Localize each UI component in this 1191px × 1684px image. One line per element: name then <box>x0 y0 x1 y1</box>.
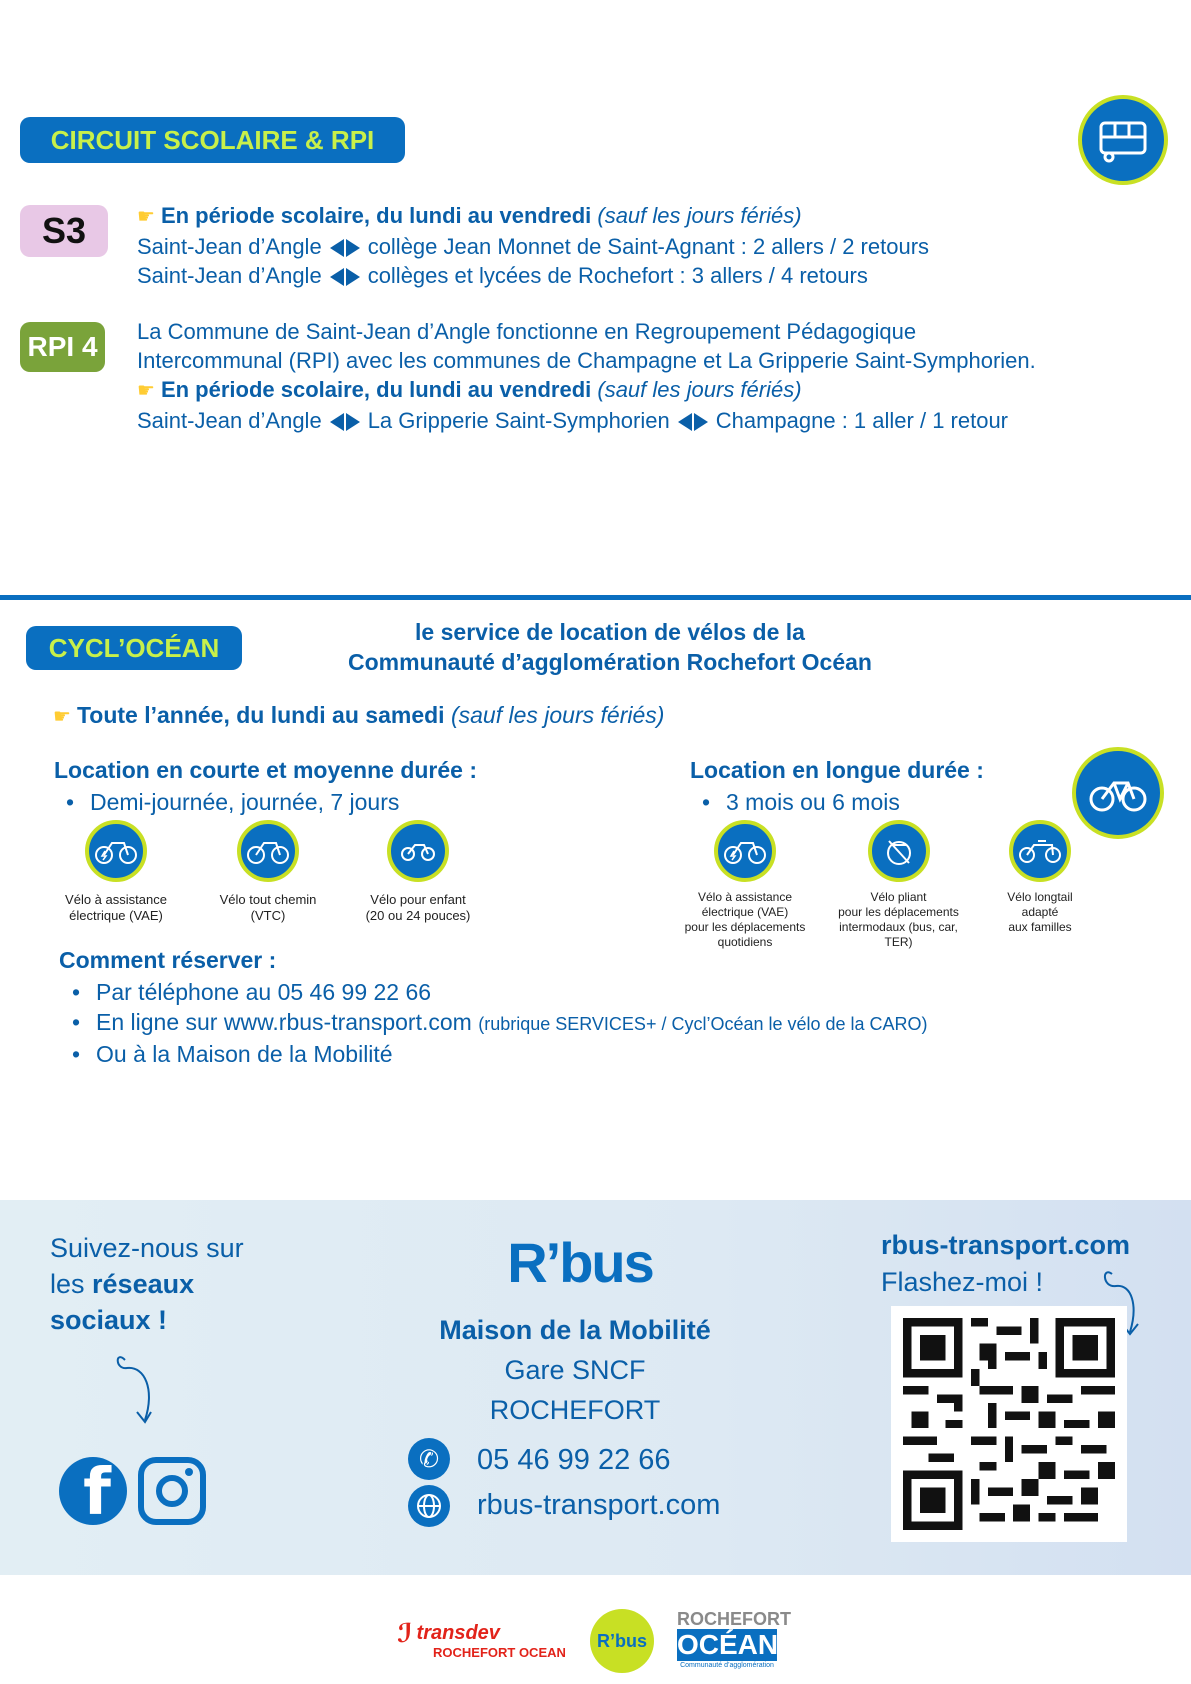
bike-label-line: adapté <box>1021 905 1059 919</box>
rpi-badge-label: RPI 4 <box>27 331 98 362</box>
bike-label-line: pour les déplacements <box>684 920 806 934</box>
bike-label-line: Vélo pliant <box>870 890 927 904</box>
s3-line2-from: Saint-Jean d’Angle <box>137 263 322 288</box>
bike-label-line: Vélo pour enfant <box>370 892 466 907</box>
bike-label-line: (VTC) <box>250 908 286 923</box>
cyclocean-subtitle-line2: Communauté d’agglomération Rochefort Océan <box>348 649 872 675</box>
transdev-name: transdev <box>416 1622 500 1644</box>
electric-bike-icon <box>85 820 147 882</box>
rochefort-logo-line3: Communauté d’agglomération <box>680 1662 774 1669</box>
pointing-hand-icon: ☛ <box>137 380 155 402</box>
bike-label-line: aux familles <box>1008 920 1072 934</box>
s3-line2-to: collèges et lycées de Rochefort : 3 allers / 4 retours <box>367 263 868 288</box>
short-rental-item: • Demi-journée, journée, 7 jours <box>56 787 399 817</box>
cyclocean-subtitle <box>300 617 920 677</box>
folding-bike-icon <box>868 820 930 882</box>
longtail-bike-icon <box>1009 820 1071 882</box>
bike-label-line: intermodaux (bus, car, TER) <box>839 920 958 949</box>
short-rental-list <box>56 787 399 817</box>
transdev-logo <box>397 1618 572 1660</box>
rochefort-logo-line2: OCÉAN <box>677 1629 779 1660</box>
reserve-item-phone <box>62 977 928 1007</box>
long-rental-list <box>692 787 900 817</box>
follow-line-2b: réseaux <box>92 1269 195 1299</box>
reserve-item-maison <box>62 1039 928 1069</box>
reserve-phone-text: Par téléphone au 05 46 99 22 66 <box>96 979 432 1005</box>
follow-line-1: Suivez-nous sur <box>50 1233 244 1263</box>
reserve-online-note: (rubrique SERVICES+ / Cycl’Océan le vélo de la CARO) <box>478 1014 928 1034</box>
s3-line1-from: Saint-Jean d’Angle <box>137 234 322 259</box>
cyclocean-subtitle-line1: le service de location de vélos de la <box>415 619 805 645</box>
cyclocean-title: CYCL’OCÉAN <box>48 632 220 663</box>
long-rental-item: • 3 mois ou 6 mois <box>692 787 900 817</box>
rbus-round-logo <box>590 1609 654 1673</box>
pointing-hand-icon: ☛ <box>53 706 71 728</box>
reserve-list <box>62 977 928 1069</box>
rochefort-ocean-logo <box>677 1609 791 1671</box>
reserve-online-text[interactable]: En ligne sur www.rbus-transport.com <box>96 1009 472 1035</box>
electric-bike-icon <box>714 820 776 882</box>
section-divider <box>0 595 1191 600</box>
short-rental-title: Location en courte et moyenne durée : <box>54 757 478 783</box>
instagram-icon[interactable] <box>138 1457 206 1525</box>
follow-text <box>50 1230 244 1338</box>
curly-arrow-icon <box>115 1350 165 1430</box>
bike-label-line: Vélo à assistance <box>65 892 167 907</box>
rpi-period: En période scolaire, du lundi au vendredi <box>160 377 592 402</box>
rbus-logo: R’bus <box>507 1231 653 1294</box>
rpi-text-2: Intercommunal (RPI) avec les communes de Champagne et La Gripperie Saint-Symphorien. <box>137 348 1036 373</box>
bicycle-icon <box>237 820 299 882</box>
cyclocean-title-badge <box>26 626 242 670</box>
transdev-subtitle: ROCHEFORT OCEAN <box>433 1645 566 1660</box>
facebook-icon[interactable]: f <box>59 1457 127 1525</box>
bike-label-line: électrique (VAE) <box>701 905 789 919</box>
bidirectional-arrow-icon <box>678 413 708 431</box>
rpi-except: (sauf les jours fériés) <box>597 377 802 402</box>
pointing-hand-icon: ☛ <box>137 206 155 228</box>
s3-line1-to: collège Jean Monnet de Saint-Agnant : 2 allers / 2 retours <box>367 234 930 259</box>
maison-city: ROCHEFORT <box>489 1395 661 1425</box>
long-rental-title: Location en longue durée : <box>690 757 984 783</box>
reserve-item-online <box>62 1007 928 1039</box>
bike-label-line: Vélo tout chemin <box>219 892 317 907</box>
maison-title: Maison de la Mobilité <box>439 1315 711 1345</box>
site-title[interactable]: rbus-transport.com <box>881 1230 1131 1260</box>
rochefort-logo-line1: ROCHEFORT <box>677 1609 791 1629</box>
rpi-block <box>137 317 1177 435</box>
cyclocean-period-text: Toute l’année, du lundi au samedi <box>76 702 445 728</box>
circuit-title: CIRCUIT SCOLAIRE & RPI <box>50 124 375 155</box>
bike-label-line: pour les déplacements <box>838 905 959 919</box>
s3-except: (sauf les jours fériés) <box>597 203 802 228</box>
bike-label-line: Vélo longtail <box>1007 890 1073 904</box>
rpi-badge <box>20 322 105 372</box>
bike-label-line: (20 ou 24 pouces) <box>365 908 471 923</box>
rpi-text-1: La Commune de Saint-Jean d’Angle fonctionne en Regroupement Pédagogique <box>137 319 917 344</box>
website-link[interactable]: rbus-transport.com <box>477 1489 721 1521</box>
globe-icon <box>408 1485 450 1527</box>
cyclocean-except: (sauf les jours fériés) <box>450 702 665 728</box>
bidirectional-arrow-icon <box>330 268 360 286</box>
bike-label-line: électrique (VAE) <box>69 908 163 923</box>
long-bike-vae <box>680 820 810 950</box>
long-bike-longtail <box>985 820 1095 935</box>
long-bike-folding <box>826 820 971 950</box>
bike-label-line: quotidiens <box>717 935 773 949</box>
follow-line-2a: les <box>50 1269 93 1299</box>
reserve-maison-text: Ou à la Maison de la Mobilité <box>96 1041 393 1067</box>
short-bike-vtc <box>208 820 328 924</box>
qr-code-image <box>903 1318 1115 1530</box>
rpi-route-b: La Gripperie Saint-Symphorien <box>367 408 670 433</box>
maison-gare: Gare SNCF <box>504 1355 646 1385</box>
maison-address <box>410 1310 740 1430</box>
short-bike-child <box>358 820 478 924</box>
s3-block <box>137 201 1137 290</box>
rbus-round-logo-text: R’bus <box>596 1630 647 1651</box>
rpi-route-c: Champagne : 1 aller / 1 retour <box>715 408 1009 433</box>
phone-icon: ✆ <box>408 1438 450 1480</box>
s3-badge-label: S3 <box>41 210 87 251</box>
bidirectional-arrow-icon <box>330 239 360 257</box>
s3-badge <box>20 205 108 257</box>
follow-line-3: sociaux ! <box>50 1305 168 1335</box>
child-bike-icon <box>387 820 449 882</box>
bus-icon <box>1078 95 1168 185</box>
bidirectional-arrow-icon <box>330 413 360 431</box>
transdev-mark-icon: ℐ <box>397 1618 413 1648</box>
rpi-route-a: Saint-Jean d’Angle <box>137 408 322 433</box>
flash-text: Flashez-moi ! <box>881 1267 1044 1297</box>
s3-period: En période scolaire, du lundi au vendredi <box>160 203 592 228</box>
qr-code[interactable] <box>891 1306 1127 1542</box>
circuit-title-badge <box>20 117 405 163</box>
short-bike-vae <box>56 820 176 924</box>
cyclocean-period <box>53 701 664 732</box>
reserve-title: Comment réserver : <box>59 947 277 973</box>
bike-label-line: Vélo à assistance <box>697 890 793 904</box>
phone-number[interactable]: 05 46 99 22 66 <box>477 1444 671 1476</box>
